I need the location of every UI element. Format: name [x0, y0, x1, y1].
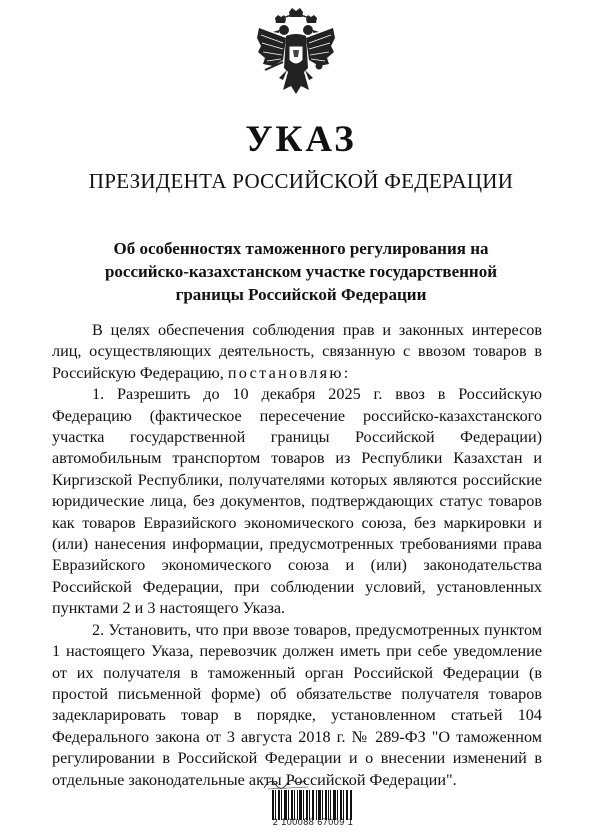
clause-2: 2. Установить, что при ввозе товаров, предусмотренных пунктом 1 настоящего Указа, перевозчик должен иметь при себе уведомление от их получателя в таможенный орган Российской Федерации (в простой письменной форме) об обязательстве получателя товаров задекларировать товар в порядке, установленном статьей 104 Федерального закона от 3 августа 2018 г. № 289-ФЗ "О таможенном регулировании в Российской Федерации и о внесении изменений в отдельные законодательные акты Российской Федерации".	[52, 620, 542, 789]
document-heading	[100, 237, 502, 306]
barcode-icon	[272, 790, 352, 820]
document-body	[52, 320, 542, 791]
heading-line: Об особенностях таможенного регулирования на	[113, 239, 489, 258]
barcode-number: 2 100088 67009 1	[272, 817, 354, 827]
heading-line: границы Российской Федерации	[175, 285, 427, 304]
preamble-text: В целях обеспечения соблюдения прав и законных интересов лиц, осуществляющих деятельность, связанную с ввозом товаров в Российскую Федерацию,	[52, 321, 542, 382]
decree-issuer: ПРЕЗИДЕНТА РОССИЙСКОЙ ФЕДЕРАЦИИ	[88, 169, 514, 193]
coat-of-arms-icon	[253, 8, 339, 108]
preamble-keyword: постановляю:	[227, 363, 351, 382]
preamble-paragraph	[52, 320, 542, 384]
heading-line: российско-казахстанском участке государственной	[104, 262, 498, 281]
handwritten-stamp-icon	[262, 775, 312, 791]
clause-1: 1. Разрешить до 10 декабря 2025 г. ввоз в Российскую Федерацию (фактическое пересечение российско-казахстанского участка государственной границы Российской Федерации) автомобильным транспортом товаров из Республики Казахстан и Киргизской Республики, получателями которых являются российские юридические лица, без документов, подтверждающих статус товаров как товаров Евразийского экономического союза, без маркировки и (или) нанесения информации, предусмотренных требованиями права Евразийского экономического союза и (или) законодательства Российской Федерации, при соблюдении условий, установленных пунктами 2 и 3 настоящего Указа.	[52, 385, 542, 618]
decree-title: УКАЗ	[245, 119, 357, 160]
